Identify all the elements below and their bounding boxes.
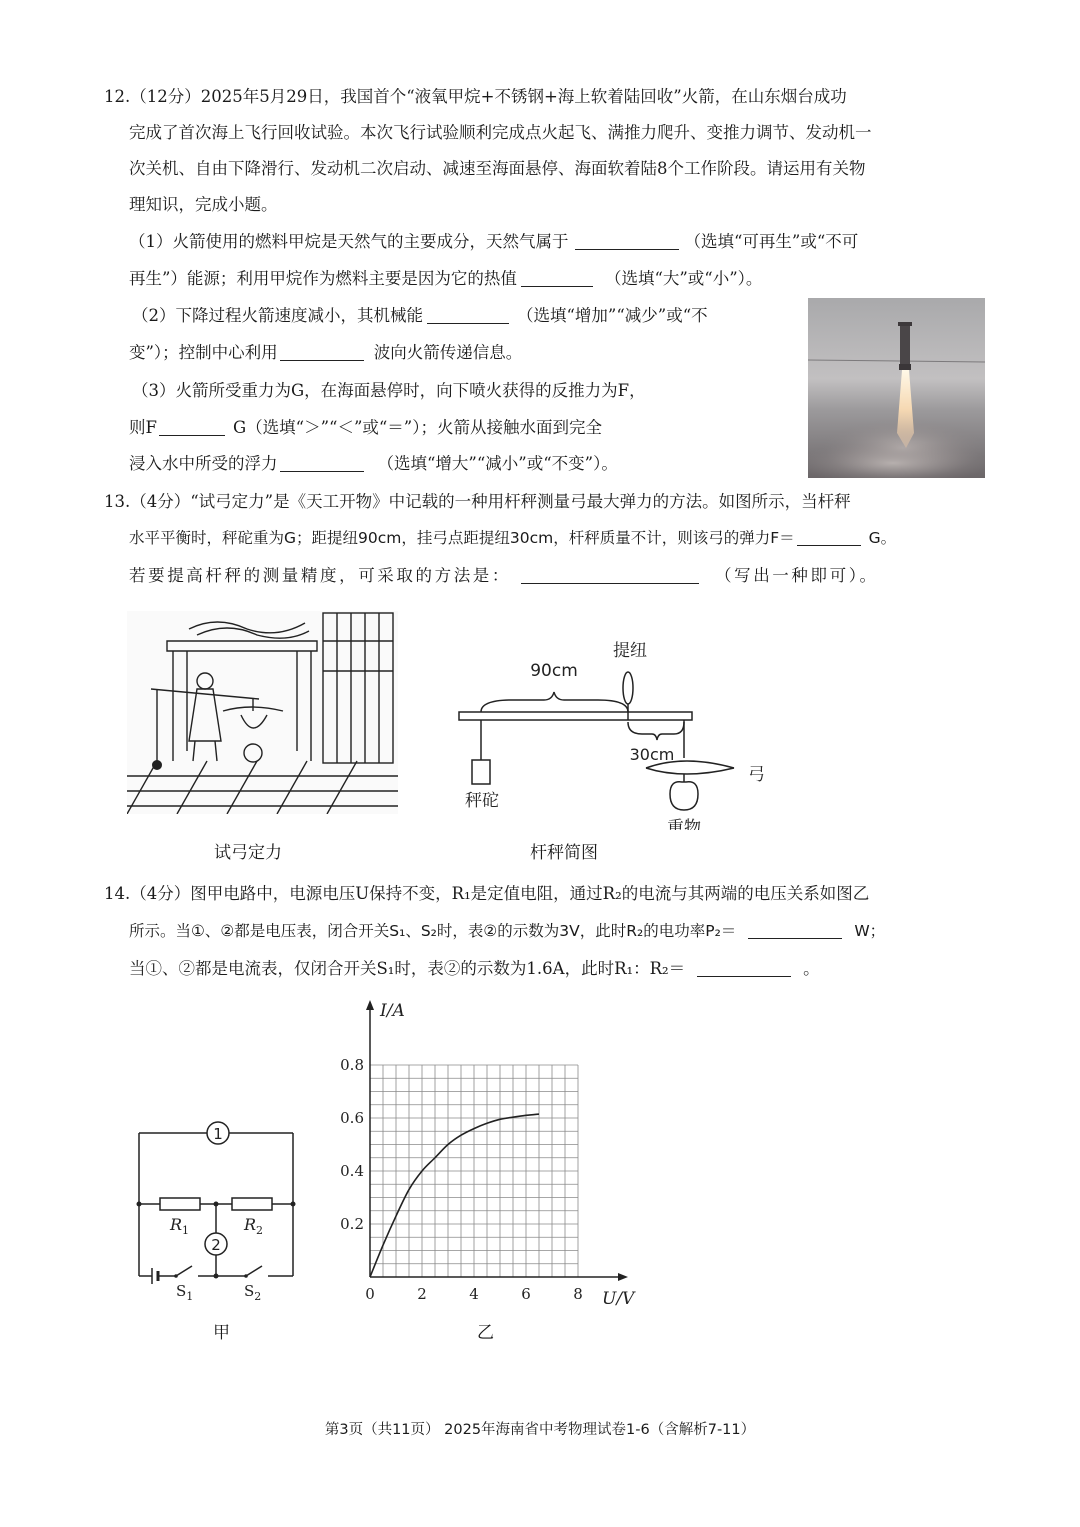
q14-line2 (129, 924, 885, 940)
q14-text-d: 。 (803, 959, 820, 978)
x-tick-label: 8 (573, 1285, 583, 1303)
q14-text-c: 当①、②都是电流表，仅闭合开关S₁时，表②的示数为1.6A，此时R₁：R₂＝ (129, 959, 686, 978)
answer-blank-3[interactable] (427, 309, 509, 324)
label-pivot: 提纽 (613, 641, 647, 661)
q12-line4: 理知识，完成小题。 (129, 195, 278, 214)
caption-lever: 杆秤简图 (530, 843, 598, 863)
woodcut-illustration (127, 611, 398, 814)
y-axis-arrow (366, 1000, 374, 1010)
answer-blank-8[interactable] (521, 569, 699, 584)
q13-line2 (129, 531, 896, 547)
meter-1-label: 1 (213, 1125, 223, 1143)
caption-woodcut: 试弓定力 (214, 843, 282, 863)
r1-label: $R_1$ (170, 1215, 190, 1237)
x-tick-label: 2 (417, 1285, 427, 1303)
q12-part3-line1: （3）火箭所受重力为G，在海面悬停时，向下喷火获得的反推力为F， (132, 381, 646, 400)
q13-text-c: 若要提高杆秤的测量精度，可采取的方法是： (129, 566, 511, 585)
r2-label: $R_2$ (244, 1215, 264, 1237)
answer-blank-9[interactable] (748, 924, 842, 939)
q12-part2-line1 (132, 308, 708, 325)
q12-part2-line2 (129, 345, 522, 362)
x-tick-label: 4 (469, 1285, 479, 1303)
q12-p2-text-b: （选填“增加”“减少”或“不 (517, 306, 708, 325)
q13-text-a: 水平平衡时，秤砣重为G；距提纽90cm，挂弓点距提纽30cm，杆秤质量不计，则该弓的弹力F＝ (129, 529, 795, 547)
q14-line3 (129, 961, 820, 978)
q12-part3-line3 (129, 456, 618, 473)
label-30cm: 30cm (629, 745, 675, 764)
meter-2-label: 2 (211, 1236, 221, 1254)
answer-blank-10[interactable] (697, 962, 791, 977)
label-weight: 重物 (667, 818, 701, 830)
q12-p3-text-d: 浸入水中所受的浮力 (129, 454, 278, 473)
q12-p1-text-c: 再生”）能源；利用甲烷作为燃料主要是因为它的热值 (129, 269, 517, 288)
y-tick-label: 0.2 (340, 1215, 364, 1233)
circuit-diagram (128, 1118, 308, 1306)
q12-p3-text-b: 则F (129, 418, 157, 437)
answer-blank-5[interactable] (159, 421, 225, 436)
y-tick-label: 0.4 (340, 1162, 364, 1180)
x-tick-label: 6 (521, 1285, 531, 1303)
q13-text-b: G。 (868, 529, 897, 547)
caption-chart: 乙 (477, 1323, 494, 1343)
y-tick-label: 0.6 (340, 1109, 364, 1127)
q12-line2: 完成了首次海上飞行回收试验。本次飞行试验顺利完成点火起飞、满推力爬升、变推力调节、发动机一 (129, 123, 872, 142)
q12-p1-text-b: （选填“可再生”或“不可 (684, 232, 859, 251)
label-bow: 弓 (748, 765, 765, 785)
s1-label: $S_1$ (176, 1282, 194, 1303)
y-tick-label: 0.8 (340, 1056, 364, 1074)
x-axis-label: U/V (602, 1289, 635, 1309)
q12-line1: 12.（12分）2025年5月29日，我国首个“液氧甲烷+不锈钢+海上软着陆回收”火箭，在山东烟台成功 (104, 87, 847, 106)
answer-blank-1[interactable] (575, 235, 679, 250)
rocket-photo (808, 298, 985, 478)
q12-line3: 次关机、自由下降滑行、发动机二次启动、减速至海面悬停、海面软着陆8个工作阶段。请运用有关物 (129, 159, 866, 178)
q13-text-d: （写出一种即可）。 (715, 566, 879, 585)
q12-p1-text-d: （选填“大”或“小”）。 (604, 269, 763, 288)
q12-p2-text-a: （2）下降过程火箭速度减小，其机械能 (132, 306, 423, 325)
q14-line1: 14.（4分）图甲电路中，电源电压U保持不变，R₁是定值电阻，通过R₂的电流与其两端的电压关系如图乙 (104, 884, 870, 903)
lever-diagram (452, 630, 772, 830)
page-footer: 第3页（共11页） 2025年海南省中考物理试卷1-6（含解析7-11） (324, 1422, 756, 1438)
q12-p3-text-c: G（选填“＞”“＜”或“＝”）；火箭从接触水面到完全 (232, 418, 602, 437)
q12-part1-line1 (129, 234, 858, 251)
answer-blank-4[interactable] (280, 346, 364, 361)
iu-chart (330, 996, 650, 1316)
y-axis-label: I/A (380, 1001, 405, 1021)
q12-p2-text-c: 变”）；控制中心利用 (129, 343, 278, 362)
s2-label: $S_2$ (244, 1282, 262, 1303)
iu-curve (370, 1114, 539, 1277)
q12-p3-text-e: （选填“增大”“减小”或“不变”）。 (377, 454, 618, 473)
x-axis-arrow (618, 1273, 628, 1281)
label-90cm: 90cm (530, 661, 578, 681)
q13-line3 (129, 568, 879, 585)
q14-text-a: 所示。当①、②都是电压表，闭合开关S₁、S₂时，表②的示数为3V，此时R₂的电功率P₂＝ (129, 922, 737, 940)
q14-text-b: W； (854, 922, 886, 940)
x-tick-label: 0 (365, 1285, 375, 1303)
q12-p1-text-a: （1）火箭使用的燃料甲烷是天然气的主要成分，天然气属于 (129, 232, 569, 251)
q12-p2-text-d: 波向火箭传递信息。 (373, 343, 523, 362)
q12-part1-line2 (129, 271, 762, 288)
q13-line1: 13.（4分）“试弓定力”是《天工开物》中记载的一种用杆秤测量弓最大弹力的方法。如图所示，当杆秤 (104, 492, 851, 511)
answer-blank-6[interactable] (280, 457, 364, 472)
label-counterweight: 秤砣 (465, 791, 499, 811)
caption-circuit: 甲 (213, 1323, 230, 1343)
answer-blank-2[interactable] (521, 272, 593, 287)
answer-blank-7[interactable] (797, 531, 861, 546)
q12-part3-line2 (129, 420, 602, 437)
